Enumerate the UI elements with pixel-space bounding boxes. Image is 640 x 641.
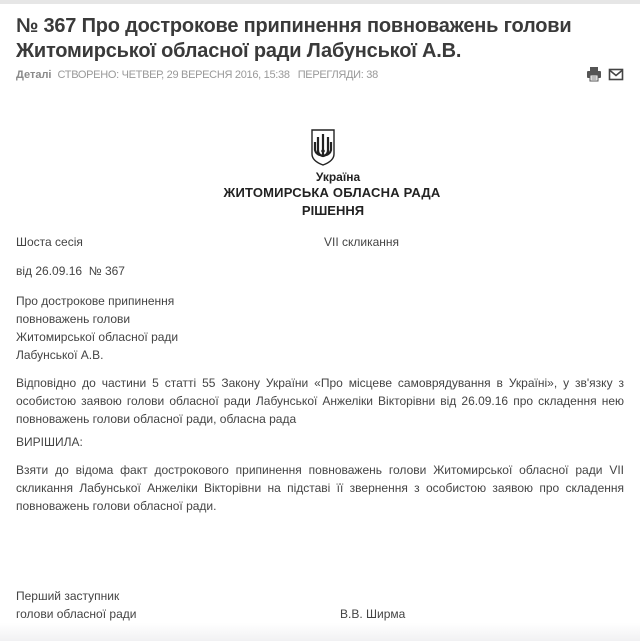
envelope-icon[interactable] — [608, 66, 624, 82]
page-title: № 367 Про дострокове припинення повноважень голови Житомирської обласної ради Лабунської А.В. — [16, 15, 572, 62]
created-date: СТВОРЕНО: ЧЕТВЕР, 29 ВЕРЕСНЯ 2016, 15:38 — [57, 69, 290, 81]
article-actions — [586, 66, 624, 82]
signatory-name: В.В. Ширма — [340, 607, 406, 621]
subject-line: повноважень голови — [16, 312, 131, 326]
document-type: РІШЕННЯ — [301, 203, 365, 218]
view-count: ПЕРЕГЛЯДИ: 38 — [297, 69, 378, 81]
article-meta — [16, 67, 624, 83]
signatory-title-line2: голови обласної ради — [16, 607, 137, 621]
convocation: VII скликання — [324, 235, 400, 249]
printer-icon[interactable] — [586, 66, 602, 82]
top-bar — [0, 0, 640, 4]
bottom-fade — [0, 623, 640, 641]
signatory-title — [16, 587, 136, 623]
decided-heading: ВИРІШИЛА: — [16, 435, 83, 449]
details-label: Деталі — [16, 69, 52, 81]
subject-line: Про дострокове припинення — [16, 294, 175, 308]
preamble-paragraph: Відповідно до частини 5 статті 55 Закону України «Про місцеве самоврядування в Україні», у зв'язку з особистою заявою голови обласної ради Лабунської Анжеліки Вікторівни від 26.09.16 про складення нею повноважень голови обласної ради, обласна рада — [16, 376, 624, 426]
subject-line: Житомирської обласної ради — [16, 330, 179, 344]
document-subject — [16, 292, 236, 364]
date-and-number: від 26.09.16 № 367 — [16, 264, 125, 278]
subject-line: Лабунської А.В. — [16, 348, 104, 362]
document-header — [0, 170, 640, 220]
resolution-paragraph: Взяти до відома факт дострокового припинення повноважень голови Житомирської обласної ради VII скликання Лабунської Анжеліки Вікторівни на підставі її звернення з особистою заявою про складення повноважень голови обласної ради. — [16, 463, 624, 513]
organization-name: ЖИТОМИРСЬКА ОБЛАСНА РАДА — [223, 185, 441, 200]
coat-of-arms-icon — [310, 128, 336, 166]
country-name: Україна — [315, 170, 361, 184]
signatory-title-line1: Перший заступник — [16, 589, 120, 603]
session: Шоста сесія — [16, 235, 83, 249]
